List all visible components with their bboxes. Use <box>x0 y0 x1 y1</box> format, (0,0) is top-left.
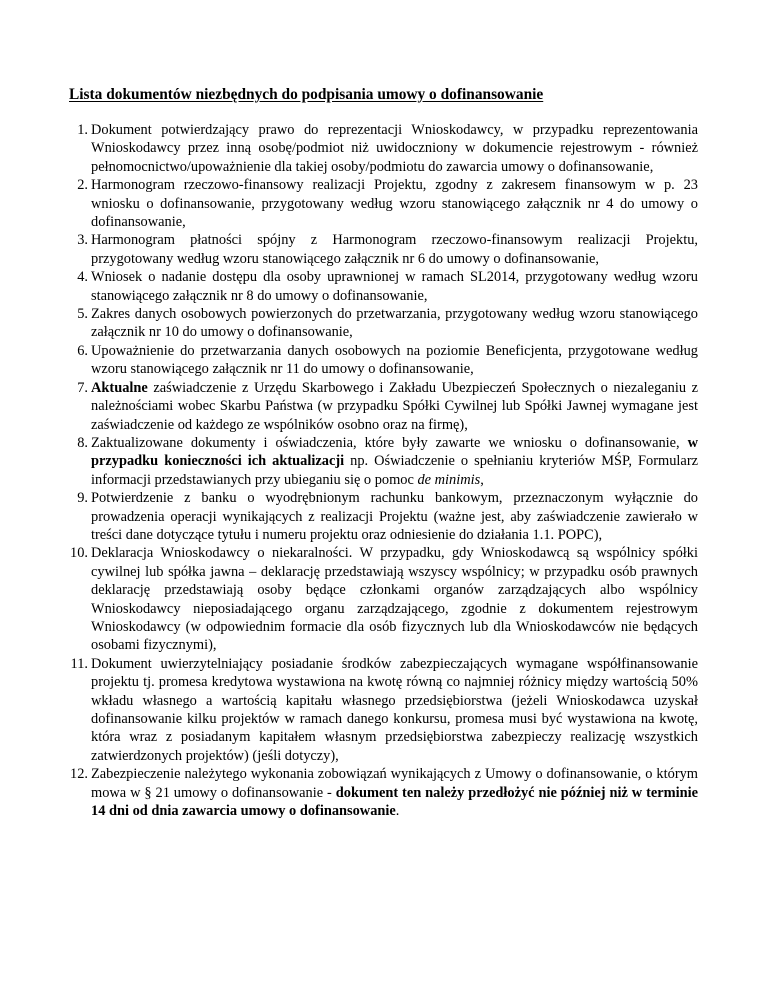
list-item-number: 12. <box>70 766 88 783</box>
list-item <box>0 655 768 765</box>
text-segment: Upoważnienie do przetwarzania danych osobowych na poziomie Beneficjenta, przygotowane według wzoru stanowiącego załącznik nr 11 do umowy o dofinansowanie, <box>91 342 698 378</box>
list-item-number: 9. <box>77 490 88 507</box>
list-item <box>0 489 768 544</box>
text-segment: . <box>395 803 400 820</box>
list-item-text <box>91 489 698 544</box>
text-segment: Wniosek o nadanie dostępu dla osoby uprawnionej w ramach SL2014, przygotowany według wzoru stanowiącego załącznik nr 8 do umowy o dofinansowanie, <box>91 269 698 304</box>
list-item-number: 2. <box>77 177 88 194</box>
list-item-number: 5. <box>77 306 88 323</box>
emphasis-bold-text: w przypadku konieczności ich aktualizacji <box>91 434 698 470</box>
document-title: Lista dokumentów niezbędnych do podpisania umowy o dofinansowanie <box>69 86 544 103</box>
list-item <box>0 434 768 489</box>
list-item-number: 8. <box>77 434 88 451</box>
list-item <box>0 544 768 654</box>
text-segment: np. Oświadczenie o spełnianiu kryteriów MŚP, Formularz informacji przedstawianych przy ubieganiu się o pomoc <box>91 453 698 488</box>
list-item-text <box>91 655 698 765</box>
list-item-text <box>91 305 698 342</box>
text-segment: Dokument uwierzytelniający posiadanie środków zabezpieczających wymagane współfinansowanie projektu tj. promesa kredytowa wystawiona na kwotę równą co najmniej różnicy między wartością 50% wkładu własnego a wartością kapitału własnego przedsiębiorstwa (jeżeli Wnioskodawca uzyskał dofinansowanie kilku projektów w ramach danego konkursu, promesa musi być wystawiona na kwotę, która wraz z posiadanym kapitałem własnym przedsiębiorstwa zabezpieczy realizację wszystkich zatwierdzonych projektów) (jeśli dotyczy), <box>91 655 698 764</box>
list-item-number: 7. <box>77 379 88 396</box>
text-segment: Deklaracja Wnioskodawcy o niekaralności. W przypadku, gdy Wnioskodawcą są wspólnicy spółki cywilnej lub spółka jawna – deklarację przedstawiają wszyscy wspólnicy; w przypadku osób prawnych deklarację przedstawiają osoby będące członkami organów zarządzających albo wspólnicy Wnioskodawcy nieposiadającego organu zarządzającego, zgodnie z dokumentem rejestrowym Wnioskodawcy (w odpowiednim formacie dla osób fizycznych lub dla Wnioskodawców nie będących osobami fizycznymi), <box>91 545 698 654</box>
list-item <box>0 231 768 268</box>
list-item-text <box>91 342 698 379</box>
text-segment: Harmonogram płatności spójny z Harmonogram rzeczowo-finansowym realizacji Projektu, przygotowany według wzoru stanowiącego załącznik nr 6 do umowy o dofinansowanie, <box>91 232 698 267</box>
text-segment: Harmonogram rzeczowo-finansowy realizacji Projektu, zgodny z zakresem finansowym w p. 23 wniosku o dofinansowanie, przygotowany według wzoru stanowiącego załącznik nr 4 do umowy o dofinansowanie, <box>91 177 698 231</box>
list-item <box>0 268 768 305</box>
list-item-text <box>91 121 698 176</box>
list-item <box>0 342 768 379</box>
list-item <box>0 765 768 820</box>
list-item-text <box>91 544 698 654</box>
list-item <box>0 176 768 231</box>
list-item-number: 1. <box>77 122 88 138</box>
list-item-number: 3. <box>77 232 88 249</box>
text-segment: , <box>480 471 484 488</box>
list-item-text <box>91 268 698 305</box>
text-segment: Potwierdzenie z banku o wyodrębnionym rachunku bankowym, przeznaczonym wyłącznie do prowadzenia operacji wynikających z realizacji Projektu (ważne jest, aby zaświadczenie zawierało w treści dane dotyczące tytułu i numeru projektu oraz odniesienie do działania 1.1. POPC), <box>91 490 698 543</box>
list-item-number: 11. <box>70 655 88 672</box>
text-segment: Zabezpieczenie należytego wykonania zobowiązań wynikających z Umowy o dofinansowanie, o którym mowa w § 21 umowy o dofinansowanie - <box>91 766 698 801</box>
text-segment: Zaktualizowane dokumenty i oświadczenia, które były zawarte we wniosku o dofinansowanie, <box>91 434 688 451</box>
text-segment: Zakres danych osobowych powierzonych do przetwarzania, przygotowany według wzoru stanowiącego załącznik nr 10 do umowy o dofinansowanie, <box>91 306 698 341</box>
list-item <box>0 305 768 342</box>
list-item <box>0 379 768 434</box>
list-item <box>0 121 768 176</box>
emphasis-bold-text: Aktualne <box>91 379 148 396</box>
list-item-text <box>91 379 698 434</box>
list-item-text <box>91 765 698 820</box>
list-item-number: 6. <box>77 342 88 359</box>
text-segment: Dokument potwierdzający prawo do reprezentacji Wnioskodawcy, w przypadku reprezentowania Wnioskodawcy przez inną osobę/podmiot niż uwidoczniony w dokumencie rejestrowym - również pełnomocnictwo/upoważnienie dla takiej osoby/podmiotu do zawarcia umowy o dofinansowanie, <box>91 122 698 175</box>
list-item-number: 10. <box>70 545 88 562</box>
list-item-text <box>91 231 698 268</box>
document-list <box>0 121 768 820</box>
emphasis-bold-text: dokument ten należy przedłożyć nie później niż w terminie 14 dni od dnia zawarcia umowy o dofinansowanie <box>91 784 699 820</box>
emphasis-italic-text: de minimis <box>417 471 481 488</box>
list-item-number: 4. <box>77 269 88 286</box>
list-item-text <box>91 434 698 489</box>
list-item-text <box>91 176 698 231</box>
text-segment: zaświadczenie z Urzędu Skarbowego i Zakładu Ubezpieczeń Społecznych o niezaleganiu z należnościami wobec Skarbu Państwa (w przypadku Spółki Cywilnej lub Spółki Jawnej wymagane jest zaświadczenie od każdego ze wspólników osobno oraz na firmę), <box>91 379 698 433</box>
